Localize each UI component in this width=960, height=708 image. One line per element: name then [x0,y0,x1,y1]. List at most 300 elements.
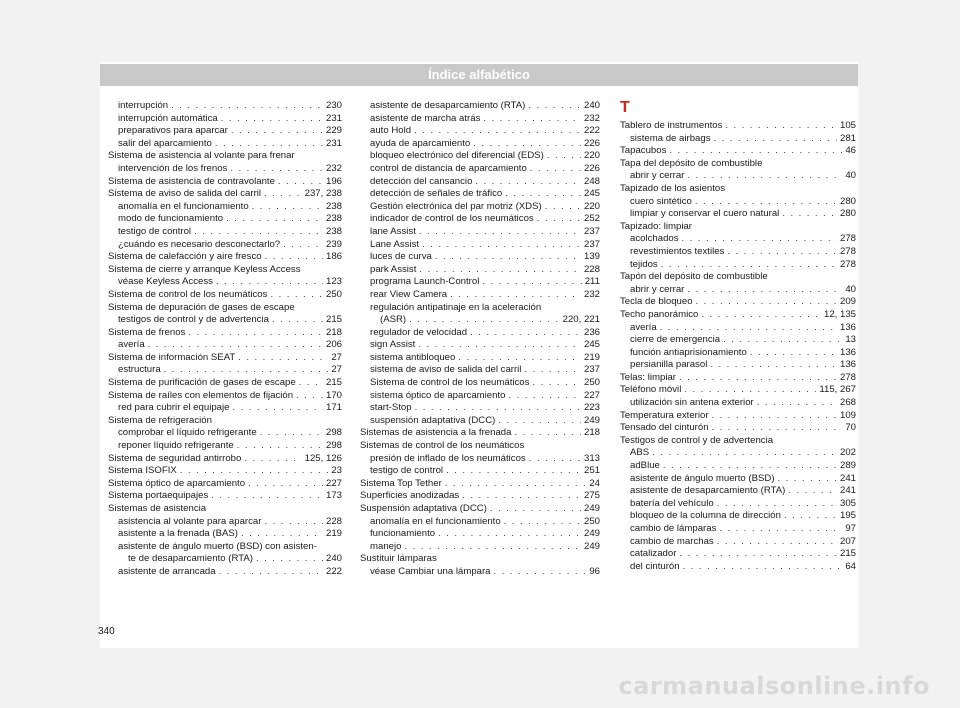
index-entry-page[interactable]: 136 [839,346,856,358]
index-entry-page[interactable]: 240 [325,553,342,565]
index-entry [620,246,856,259]
index-entry [108,150,342,163]
dot-leader [682,233,837,246]
dot-leader [219,566,323,579]
index-entry-term: Tapa del depósito de combustible [620,157,763,169]
index-entry-page[interactable]: 229 [325,125,342,137]
index-entry-term: manejo [370,540,402,552]
dot-leader [712,410,837,423]
index-entry [620,221,856,234]
index-entry-page[interactable]: 278 [839,245,856,257]
index-entry-page[interactable]: 40 [845,283,856,295]
index-entry-term: modo de funcionamiento [118,213,224,225]
index-entry [360,213,600,226]
index-entry [620,183,856,196]
index-entry-term: detección de señales de tráfico [370,188,503,200]
index-entry-page[interactable]: 249 [583,528,600,540]
index-entry-page[interactable]: 215 [839,548,856,560]
index-entry-term: Sistema de aviso de salida del carril [108,188,262,200]
index-entry [360,226,600,239]
index-entry-page[interactable]: 46 [845,145,856,157]
index-entry-term: ¿cuándo es necesario desconectarlo? [118,238,281,250]
index-entry-term: reponer líquido refrigerante [118,440,234,452]
index-entry-term: revestimientos textiles [630,245,725,257]
index-entry-term: bloqueo de la columna de dirección [630,510,781,522]
index-entry-page[interactable]: 227 [325,477,342,489]
dot-leader [419,264,581,277]
index-entry [108,226,342,239]
index-entry-term: (ASR) [380,314,407,326]
index-entry-page[interactable]: 278 [839,371,856,383]
index-entry-term: asistente de desaparcamiento (RTA) [370,100,526,111]
index-entry-term: ayuda de aparcamiento [370,137,471,149]
index-entry-term: ABS [630,447,650,459]
dot-leader [230,163,323,176]
index-entry-page[interactable]: 97 [845,523,856,534]
index-entry-term: intervención de los frenos [118,162,228,174]
dot-leader [547,150,581,163]
index-entry [620,309,856,322]
index-entry [108,390,342,403]
index-entry-page[interactable]: 115, 267 [819,384,856,396]
index-column-2 [360,100,600,579]
index-entry [360,427,600,440]
index-entry-term: asistente de arrancada [118,565,216,577]
index-entry-page[interactable]: 27 [331,364,342,376]
dot-leader [462,490,581,503]
index-entry-page[interactable]: 209 [839,296,856,308]
index-entry-page[interactable]: 238 [325,225,342,237]
index-entry-page[interactable]: 289 [839,460,856,472]
index-entry-term: Sistemas de asistencia [108,503,207,514]
index-entry-page[interactable]: 231 [325,137,342,149]
dot-leader [504,516,581,529]
index-entry-page[interactable]: 305 [839,497,856,509]
index-entry-page[interactable]: 249 [583,540,600,552]
index-entry-term: Sistemas de asistencia a la frenada [360,427,512,439]
index-entry-page[interactable]: 298 [325,427,342,439]
index-entry-page[interactable]: 226 [583,162,600,174]
index-entry-page[interactable]: 232 [583,112,600,124]
index-entry-term: Tapacubos [620,145,667,157]
dot-leader [508,390,581,403]
dot-leader [216,276,323,289]
dot-leader [264,188,302,201]
index-entry-term: limpiar y conservar el cuero natural [630,208,780,220]
index-entry [360,490,600,503]
index-entry-page[interactable]: 207 [839,535,856,547]
dot-leader [241,528,323,541]
dot-leader [505,188,581,201]
index-entry-page[interactable]: 241 [839,472,856,484]
index-entry [108,465,342,478]
index-entry [108,503,342,516]
index-entry-page[interactable]: 13 [845,334,856,346]
dot-leader [248,478,323,491]
index-entry-page[interactable]: 237, 238 [304,188,342,200]
index-entry-page[interactable]: 230 [325,100,342,111]
index-entry [620,158,856,171]
index-entry-term: funcionamiento [370,528,436,540]
index-entry-term: abrir y cerrar [630,283,685,295]
index-entry-page[interactable]: 278 [839,258,856,270]
dot-leader [714,133,837,146]
dot-leader [226,213,323,226]
dot-leader [545,201,581,214]
index-entry-term: Superficies anodizadas [360,490,460,502]
index-entry [108,352,342,365]
index-entry-page[interactable]: 249 [583,503,600,514]
dot-leader [221,113,323,126]
dot-leader [482,276,581,289]
index-entry [108,528,342,541]
index-entry-page[interactable]: 202 [839,447,856,459]
index-entry-page[interactable]: 237 [583,364,600,376]
index-entry [620,196,856,209]
index-entry [108,264,342,277]
index-entry [108,213,342,226]
index-entry-term: cuero sintético [630,195,692,207]
index-entry [108,364,342,377]
index-entry [108,490,342,503]
index-entry [620,284,856,297]
dot-leader [237,440,323,453]
index-entry-term: sistema de aviso de salida del carril [370,364,522,376]
index-entry [108,251,342,264]
index-entry-term: testigo de control [118,225,192,237]
dot-leader [283,239,323,252]
index-entry-term: luces de curva [370,251,432,263]
index-entry-page[interactable]: 218 [583,427,600,439]
index-entry-page[interactable]: 222 [583,125,600,137]
index-entry [620,334,856,347]
index-entry [360,352,600,365]
index-entry-term: Sistema de frenos [108,326,186,338]
index-entry-term: red para cubrir el equipaje [118,402,230,414]
index-entry [620,372,856,385]
index-entry-page[interactable]: 186 [325,251,342,263]
index-entry-term: comprobar el líquido refrigerante [118,427,257,439]
index-entry [108,415,342,428]
dot-leader [171,100,323,113]
dot-leader [473,138,581,151]
index-entry-page[interactable]: 40 [845,170,856,182]
index-entry-term: rear View Camera [370,288,448,300]
dot-leader [782,208,837,221]
index-entry-page[interactable]: 215 [325,314,342,326]
index-entry-term: Sistema de raíles con elementos de fijación [108,389,294,401]
dot-leader [687,284,842,297]
index-entry-page[interactable]: 250 [583,515,600,527]
index-entry [360,402,600,415]
index-entry-page[interactable]: 281 [839,132,856,144]
dot-leader [211,490,323,503]
index-entry-term: Sistema de asistencia al volante para frenar [108,150,295,162]
dot-leader [784,510,837,523]
index-entry [360,276,600,289]
index-entry-page[interactable]: 139 [583,251,600,263]
index-entry-term: auto Hold [370,125,412,137]
index-entry [360,251,600,264]
dot-leader [415,402,581,415]
index-entry-term: testigos de control y de advertencia [118,314,269,326]
index-entry [620,536,856,549]
index-entry-term: persianilla parasol [630,359,708,371]
index-entry [620,523,856,536]
index-entry [620,561,856,574]
index-entry-term: Telas: limpiar [620,371,676,383]
index-entry-term: estructura [118,364,161,376]
index-entry-term: Sistema de calefacción y aire fresco [108,251,262,263]
dot-leader [757,397,837,410]
index-entry-page[interactable]: 298 [325,440,342,452]
index-entry-page[interactable]: 280 [839,195,856,207]
dot-leader [696,296,837,309]
index-entry-page[interactable]: 236 [583,326,600,338]
dot-leader [215,138,323,151]
index-entry [360,339,600,352]
index-entry-term: Tecla de bloqueo [620,296,693,308]
index-entry-page[interactable]: 238 [325,213,342,225]
index-entry-term: lane Assist [370,225,416,237]
index-entry-term: función antiaprisionamiento [630,346,747,358]
index-entry-page[interactable]: 64 [845,560,856,572]
index-entry-page[interactable]: 23 [331,465,342,477]
index-entry [360,541,600,554]
index-entry [360,528,600,541]
index-entry [108,276,342,289]
index-entry-term: Testigos de control y de advertencia [620,434,774,446]
index-entry-term: del cinturón [630,560,680,572]
index-entry-term: suspensión adaptativa (DCC) [370,414,496,426]
index-entry-term: tejidos [630,258,658,270]
dot-leader [450,289,581,302]
index-entry [108,516,342,529]
dot-leader [661,259,837,272]
index-entry-page[interactable]: 237 [583,238,600,250]
dot-leader [264,516,323,529]
index-entry-term: Sustituir lámparas [360,553,437,565]
dot-leader [532,377,581,390]
index-entry-page[interactable]: 12, 135 [823,308,856,320]
index-entry-page[interactable]: 251 [583,465,600,477]
index-entry-page[interactable]: 248 [583,175,600,187]
index-column-3 [620,100,856,573]
dot-leader [483,113,581,126]
index-entry [360,478,600,491]
index-entry-term: indicador de control de los neumáticos [370,213,534,225]
index-entry [620,397,856,410]
watermark: carmanualsonline.info [618,672,930,700]
index-entry-page[interactable]: 218 [325,326,342,338]
index-entry [108,440,342,453]
index-entry-term: Tapón del depósito de combustible [620,271,768,283]
index-entry-page[interactable]: 219 [325,528,342,540]
index-entry-page[interactable]: 136 [839,321,856,333]
index-entry [360,566,600,579]
index-entry-page[interactable]: 24 [589,477,600,489]
index-entry-page[interactable]: 220 [583,200,600,212]
index-entry-page[interactable]: 232 [325,162,342,174]
index-entry [620,548,856,561]
index-entry-page[interactable]: 222 [325,565,342,577]
index-entry-term: salir del aparcamiento [118,137,212,149]
index-entry-page[interactable]: 232 [583,288,600,300]
dot-leader [445,478,587,491]
index-entry-term: programa Launch-Control [370,276,480,288]
index-entry-page[interactable]: 228 [325,515,342,527]
index-entry [108,327,342,340]
index-entry-page[interactable]: 239 [325,238,342,250]
index-entry-term: asistente de marcha atrás [370,112,481,124]
index-entry-term: presión de inflado de los neumáticos [370,452,526,464]
index-entry-page[interactable]: 173 [325,490,342,502]
index-entry-page[interactable]: 220, 221 [562,314,600,326]
index-entry-term: Sistema ISOFIX [108,465,177,477]
index-entry [108,314,342,327]
index-entry-term: sistema antibloqueo [370,351,456,363]
index-entry [360,150,600,163]
index-entry [360,163,600,176]
dot-leader [723,334,842,347]
index-entry-page[interactable]: 228 [583,263,600,275]
index-entry [620,145,856,158]
index-entry-page[interactable]: 215 [325,377,342,389]
index-entry-page[interactable]: 206 [325,339,342,351]
dot-leader [414,125,581,138]
dot-leader [232,402,323,415]
index-entry-term: preparativos para aparcar [118,125,228,137]
index-entry-page[interactable]: 250 [583,377,600,389]
index-entry-term: te de desaparcamiento (RTA) [128,553,253,565]
index-entry-page[interactable]: 245 [583,339,600,351]
index-entry-term: Teléfono móvil [620,384,682,396]
index-entry [620,435,856,448]
index-entry-term: Sistema de depuración de gases de escape [108,301,295,313]
index-entry-page[interactable]: 196 [325,175,342,187]
index-entry-page[interactable]: 227 [583,389,600,401]
index-entry [360,289,600,302]
index-entry [360,415,600,428]
index-entry [108,541,342,554]
index-entry-page[interactable]: 241 [839,485,856,497]
index-entry-page[interactable]: 220 [583,150,600,162]
index-entry-page[interactable]: 125, 126 [304,452,342,464]
dot-leader [244,453,301,466]
index-entry-term: Sistema de asistencia de contravolante [108,175,275,187]
index-entry-term: Lane Assist [370,238,420,250]
dot-leader [231,125,323,138]
index-entry-term: utilización sin antena exterior [630,397,754,409]
index-entry-page[interactable]: 170 [325,389,342,401]
index-entry-term: interrupción [118,100,169,111]
index-entry-page[interactable]: 252 [583,213,600,225]
index-entry-term: Tapizado de los asientos [620,182,726,194]
index-entry [620,296,856,309]
index-entry-page[interactable]: 249 [583,414,600,426]
dot-leader [679,548,837,561]
index-entry-term: Temperatura exterior [620,409,709,421]
index-entry-term: avería [630,321,657,333]
dot-leader [727,246,837,259]
index-entry-term: Suspensión adaptativa (DCC) [360,503,487,514]
index-entry [108,289,342,302]
index-entry [360,516,600,529]
index-entry-page[interactable]: 268 [839,397,856,409]
index-entry-page[interactable]: 280 [839,208,856,220]
index-entry-page[interactable]: 195 [839,510,856,522]
index-entry-term: anomalía en el funcionamiento [118,200,249,212]
index-entry-page[interactable]: 231 [325,112,342,124]
index-entry-term: cierre de emergencia [630,334,721,346]
index-entry-page[interactable]: 105 [839,120,856,131]
index-entry-page[interactable]: 245 [583,188,600,200]
index-entry-page[interactable]: 237 [583,225,600,237]
index-entry-term: Tablero de instrumentos [620,120,723,131]
index-entry-page[interactable]: 238 [325,200,342,212]
index-entry [108,125,342,138]
index-entry-term: testigo de control [370,465,444,477]
index-entry [620,208,856,221]
index-entry-page[interactable]: 136 [839,359,856,371]
index-entry-page[interactable]: 123 [325,276,342,288]
dot-leader [528,100,581,113]
index-entry-term: Sistema de información SEAT [108,351,236,363]
index-entry-page[interactable]: 223 [583,402,600,414]
index-entry-page[interactable]: 226 [583,137,600,149]
index-entry [360,100,600,113]
index-entry [620,259,856,272]
index-entry-page[interactable]: 275 [583,490,600,502]
index-entry-page[interactable]: 250 [325,288,342,300]
index-entry-term: Sistemas de control de los neumáticos [360,440,525,452]
index-entry-page[interactable]: 171 [325,402,342,414]
index-entry-page[interactable]: 240 [583,100,600,111]
index-entry-page[interactable]: 96 [589,565,600,577]
index-entry-term: Sistema de seguridad antirrobo [108,452,242,464]
index-entry-term: regulador de velocidad [370,326,468,338]
dot-leader [194,226,323,239]
index-entry-page[interactable]: 313 [583,452,600,464]
index-entry [620,120,856,133]
index-entry [108,239,342,252]
dot-leader [679,372,837,385]
index-entry-term: asistente a la frenada (BAS) [118,528,238,540]
index-entry-term: park Assist [370,263,417,275]
index-entry [108,402,342,415]
index-entry-page[interactable]: 70 [845,422,856,434]
index-entry [360,327,600,340]
index-entry [108,201,342,214]
index-entry-term: abrir y cerrar [630,170,685,182]
dot-leader [475,176,581,189]
index-entry-page[interactable]: 109 [839,409,856,421]
index-entry-term: cambio de lámparas [630,523,717,534]
index-entry-page[interactable]: 219 [583,351,600,363]
index-entry-page[interactable]: 27 [331,351,342,363]
dot-leader [719,523,842,536]
index-entry-page[interactable]: 211 [584,276,600,288]
index-entry-page[interactable]: 278 [839,233,856,245]
dot-leader [514,427,581,440]
dot-leader [299,377,323,390]
dot-leader [663,460,837,473]
index-entry [108,176,342,189]
index-entry [108,553,342,566]
dot-leader [458,352,581,365]
index-entry [360,440,600,453]
dot-leader [660,322,837,335]
